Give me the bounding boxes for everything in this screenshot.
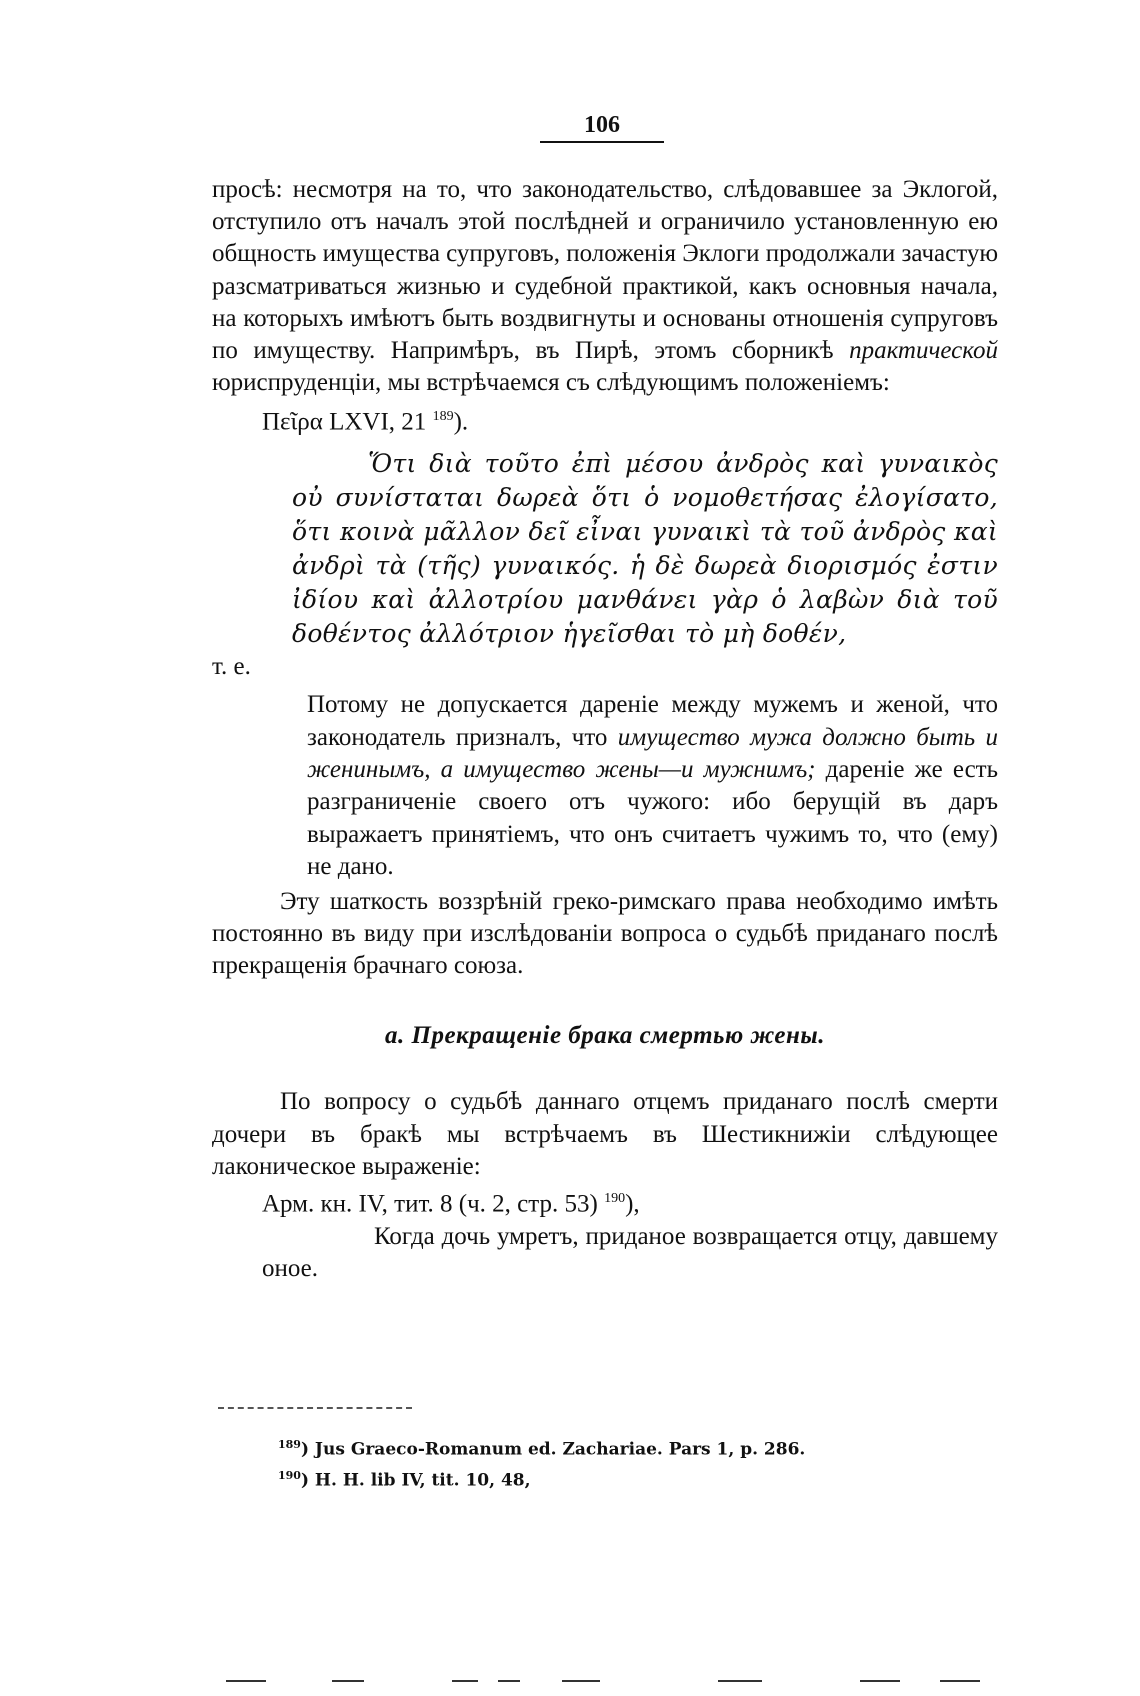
footnote-189 (278, 1432, 998, 1463)
footnote-190-text: ) H. H. lib IV, tit. 10, 48, (300, 1470, 531, 1491)
greek-quotation (292, 447, 998, 651)
footnotes (278, 1432, 998, 1493)
scan-mark (452, 1680, 478, 1682)
te-label: т. е. (212, 652, 251, 680)
citation-peira-tail: ). (453, 408, 469, 436)
main-text (212, 174, 998, 1285)
translation-start: Потому не допускается дареніе между мужемъ и женой, что законодатель призналъ, что (307, 691, 998, 751)
paragraph-intro-text: просѣ: несмотря на то, что законодательство, слѣдовавшее за Эклогой, отступило отъ началъ этой послѣдней и ограничило установленную ею общность имущества супруговъ, положенія Эклоги продолжали зачастую разсматриваться жизнью и судебной практикой, какъ основныя начала, на которыхъ имѣютъ быть воздвигнуты и основаны отношенія супруговъ по имуществу. Напримѣръ, въ Пирѣ, этомъ сборникѣ (212, 176, 998, 365)
scan-mark (226, 1680, 266, 1682)
emphasis-practical: практической (849, 337, 999, 365)
footnote-ref-189[interactable]: 189 (432, 409, 454, 425)
scan-mark (940, 1680, 980, 1682)
footnote-190 (278, 1463, 998, 1494)
footnote-190-number: 190 (278, 1468, 301, 1482)
footnote-separator (218, 1407, 412, 1409)
scan-edge-marks (0, 1680, 1140, 1684)
paragraph-intro (212, 174, 998, 399)
scan-mark (860, 1680, 900, 1682)
scan-mark (562, 1680, 600, 1682)
citation-peira-text: Πεῖρα LXVI, 21 (262, 408, 427, 436)
citation-armenopulos-text: Арм. кн. IV, тит. 8 (ч. 2, стр. 53) (262, 1190, 598, 1218)
scan-mark (498, 1680, 520, 1682)
page-number: 106 (540, 112, 664, 143)
paragraph-dowry: По вопросу о судьбѣ даннаго отцемъ приданаго послѣ смерти дочери въ бракѣ мы встрѣчаемъ въ Шестикнижіи слѣдующее лаконическое выраженіе: (212, 1088, 998, 1180)
translation-emphasis: имущество мужа должно быть и женинымъ, а имущество жены—и мужнимъ; (307, 723, 998, 783)
paragraph-intro-end: юриспруденціи, мы встрѣчаемся съ слѣдующимъ положеніемъ: (212, 369, 890, 397)
translation-end: дареніе же есть разграниченіе своего отъ чужого: ибо берущій въ даръ выражаетъ принятіемъ, что онъ считаетъ чужимъ то, что (ему) не дано. (307, 755, 999, 881)
section-heading: a. Прекращеніе брака смертью жены. (385, 1022, 825, 1050)
footnote-189-text: ) Jus Graeco-Romanum ed. Zachariae. Pars 1, p. 286. (300, 1439, 806, 1460)
footnote-ref-190[interactable]: 190 (604, 1191, 626, 1207)
paragraph-instability: Эту шаткость воззрѣній греко-римскаго права необходимо имѣть постоянно въ виду при изслѣдованіи вопроса о судьбѣ приданаго послѣ прекращенія брачнаго союза. (212, 887, 998, 979)
greek-quotation-text: Ὅτι διὰ τοῦτο ἐπὶ μέσου ἀνδρὸς καὶ γυναικὸς οὐ συνίσταται δωρεὰ ὅτι ὁ νομοθετήσας ἐλογίσατο, ὅτι κοινὰ μᾶλλον δεῖ εἶναι γυναικὶ τὰ τοῦ ἀνδρὸς καὶ ἀνδρὶ τὰ (τῆς) γυναικός. ἡ δὲ δωρεὰ διορισμός ἐστιν ἰδίου καὶ ἀλλοτρίου μανθάνει γὰρ ὁ λαβὼν διὰ τοῦ δοθέντος ἀλλότριον ἡγεῖσθαι τὸ μὴ δοθέν, (292, 448, 998, 648)
footnote-189-number: 189 (278, 1438, 301, 1451)
citation-peira (262, 401, 998, 439)
quote-daughter-death: Когда дочь умретъ, приданое возвращается отцу, давшему оное. (262, 1222, 998, 1282)
scan-mark (332, 1680, 364, 1682)
scan-mark (718, 1680, 762, 1682)
translation (307, 689, 998, 883)
citation-armenopulos-tail: ), (625, 1190, 640, 1218)
citation-armenopulos (262, 1183, 998, 1221)
